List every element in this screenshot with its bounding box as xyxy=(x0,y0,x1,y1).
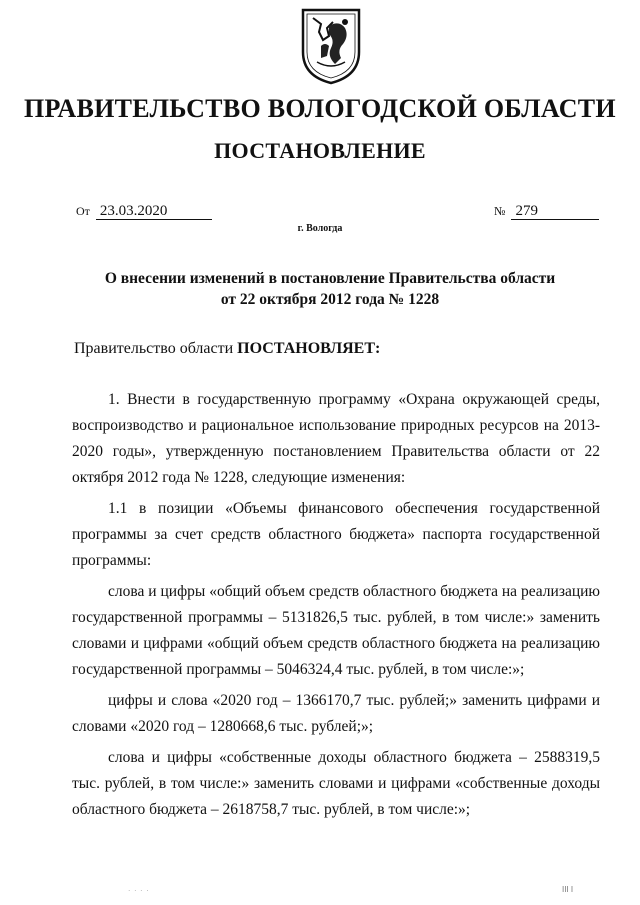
paragraph: 1.1 в позиции «Объемы финансового обеспечения государственной программы за счет средств областного бюджета» паспорта государственной программы: xyxy=(72,500,600,569)
date-block xyxy=(76,203,212,220)
intro-statement xyxy=(74,340,380,358)
footer-mark: III I xyxy=(562,885,574,894)
intro-verb: ПОСТАНОВЛЯЕТ: xyxy=(237,340,381,357)
date-label: От xyxy=(76,204,90,218)
document-type: ПОСТАНОВЛЕНИЕ xyxy=(214,138,426,163)
subject-line-2: от 22 октября 2012 года № 1228 xyxy=(220,291,440,308)
document-subject xyxy=(80,268,580,310)
city-label: г. Вологда xyxy=(297,223,343,234)
date-value: 23.03.2020 xyxy=(96,203,212,220)
paragraph: слова и цифры «общий объем средств областного бюджета на реализацию государственной программы – 5131826,5 тыс. рублей, в том числе:» заменить словами и цифрами «общий объем средств областного бюджета на реализацию государственной программы – 5046324,4 тыс. рублей, в том числе:»; xyxy=(72,583,600,678)
number-value: 279 xyxy=(511,203,599,220)
number-label: № xyxy=(494,204,506,218)
paragraph: цифры и слова «2020 год – 1366170,7 тыс. рублей;» заменить цифрами и словами «2020 год – 1280668,6 тыс. рублей;»; xyxy=(72,692,600,735)
paragraph: слова и цифры «собственные доходы областного бюджета – 2588319,5 тыс. рублей, в том числе:» заменить словами и цифрами «собственные доходы областного бюджета – 2618758,7 тыс. рублей, в том числе:»; xyxy=(72,749,600,818)
document-body xyxy=(72,387,600,828)
number-block xyxy=(494,203,599,220)
coat-of-arms-icon xyxy=(299,6,363,86)
scan-artifact: · · · · xyxy=(128,887,150,895)
paragraph: 1. Внести в государственную программу «Охрана окружающей среды, воспроизводство и рациональное использование природных ресурсов на 2013-2020 годы», утвержденную постановлением Правительства области от 22 октября 2012 года № 1228, следующие изменения: xyxy=(72,391,600,486)
government-title: ПРАВИТЕЛЬСТВО ВОЛОГОДСКОЙ ОБЛАСТИ xyxy=(24,94,616,123)
intro-prefix: Правительство области xyxy=(74,340,238,357)
subject-line-1: О внесении изменений в постановление Правительства области xyxy=(104,270,556,287)
